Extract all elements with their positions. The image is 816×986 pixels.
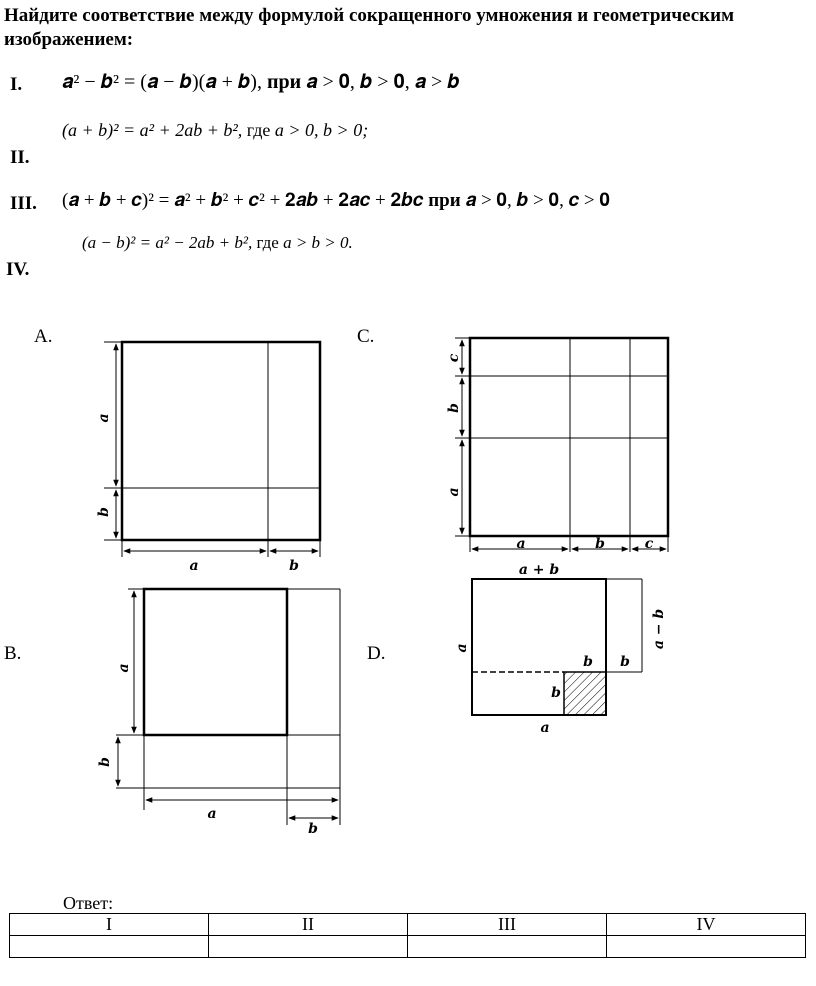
figure-d-label-a-vert: a xyxy=(454,643,470,653)
figure-b xyxy=(116,589,340,825)
answer-cell-4[interactable] xyxy=(607,936,806,958)
answer-cell-3[interactable] xyxy=(408,936,607,958)
figure-d-label-b-3: b xyxy=(551,685,561,701)
figure-b-label-b-vert: b xyxy=(97,757,113,767)
figure-c-label-c-horiz: c xyxy=(644,536,654,552)
figure-d-label-a-horiz: a xyxy=(540,720,550,736)
formula-1-cond-word: при xyxy=(266,71,302,93)
formula-4-cond: a > b > 0. xyxy=(283,233,353,252)
figure-a-label-a-vert: a xyxy=(96,413,112,423)
formula-1-expr: 𝒂² − 𝒃² = (𝒂 − 𝒃)(𝒂 + 𝒃), xyxy=(62,71,262,93)
formula-1-cond: 𝒂 > 𝟎, 𝒃 > 𝟎, 𝒂 > 𝒃 xyxy=(306,71,460,93)
figure-c-label-b-horiz: b xyxy=(595,536,605,552)
figure-a-label-b-vert: b xyxy=(96,507,112,517)
formula-2-number: II. xyxy=(10,147,30,168)
answer-header-1: I xyxy=(10,914,209,936)
figure-a-label: A. xyxy=(34,326,53,347)
figure-b-label: B. xyxy=(4,643,22,664)
figure-a-label-a-horiz: a xyxy=(189,558,199,574)
figure-d-label: D. xyxy=(367,643,386,664)
formula-1-number: I. xyxy=(10,74,23,95)
formula-3-expr: (𝒂 + 𝒃 + 𝒄)² = 𝒂² + 𝒃² + 𝒄² + 𝟐𝒂𝒃 + 𝟐𝒂𝒄 + 𝟐𝒃𝒄 xyxy=(62,190,424,211)
formula-2-cond-word: где xyxy=(246,120,271,140)
figure-a-label-b-horiz: b xyxy=(289,558,299,574)
figure-b-label-b-horiz: b xyxy=(308,821,318,837)
formula-2-cond: a > 0, b > 0; xyxy=(274,120,369,140)
figure-a xyxy=(104,342,320,557)
answer-label: Ответ: xyxy=(63,893,114,913)
figure-c-label-b-vert: b xyxy=(446,403,462,413)
formula-3-cond-word: при xyxy=(428,190,461,211)
figure-c-label-c-vert: c xyxy=(446,353,462,363)
task-title: Найдите соответствие между формулой сокращенного умножения и геометрическим изображением: xyxy=(4,5,735,50)
figure-c-label-a-vert: a xyxy=(446,487,462,497)
formula-4-number: IV. xyxy=(6,259,30,280)
figure-d-hatched-square xyxy=(564,672,606,715)
figure-b-label-a-horiz: a xyxy=(207,806,217,822)
figure-d-label-b-2: b xyxy=(620,654,630,670)
answer-table xyxy=(9,913,806,958)
figure-c-label-a-horiz: a xyxy=(516,536,526,552)
figure-c-square xyxy=(470,338,668,536)
formula-3-cond: 𝒂 > 𝟎, 𝒃 > 𝟎, 𝒄 > 𝟎 xyxy=(465,190,610,211)
figure-c xyxy=(455,338,668,552)
answer-header-2: II xyxy=(209,914,408,936)
answer-header-4: IV xyxy=(607,914,806,936)
figure-d-label-side: a − b xyxy=(651,608,667,650)
answer-header-3: III xyxy=(408,914,607,936)
figure-b-square xyxy=(144,589,287,735)
formula-4-cond-word: где xyxy=(256,233,279,252)
figure-d-label-top: a + b xyxy=(518,562,560,578)
formula-4-expr: (a − b)² = a² − 2ab + b², xyxy=(82,233,253,252)
answer-header-row xyxy=(10,914,806,936)
answer-cell-1[interactable] xyxy=(10,936,209,958)
answer-value-row xyxy=(10,936,806,958)
figure-c-label: C. xyxy=(357,326,375,347)
figure-a-square xyxy=(122,342,320,540)
figure-b-label-a-vert: a xyxy=(116,663,132,673)
figure-d-label-b-1: b xyxy=(583,654,593,670)
answer-cell-2[interactable] xyxy=(209,936,408,958)
formula-2-expr: (a + b)² = a² + 2ab + b², xyxy=(62,120,243,140)
formula-3-number: III. xyxy=(10,193,37,214)
